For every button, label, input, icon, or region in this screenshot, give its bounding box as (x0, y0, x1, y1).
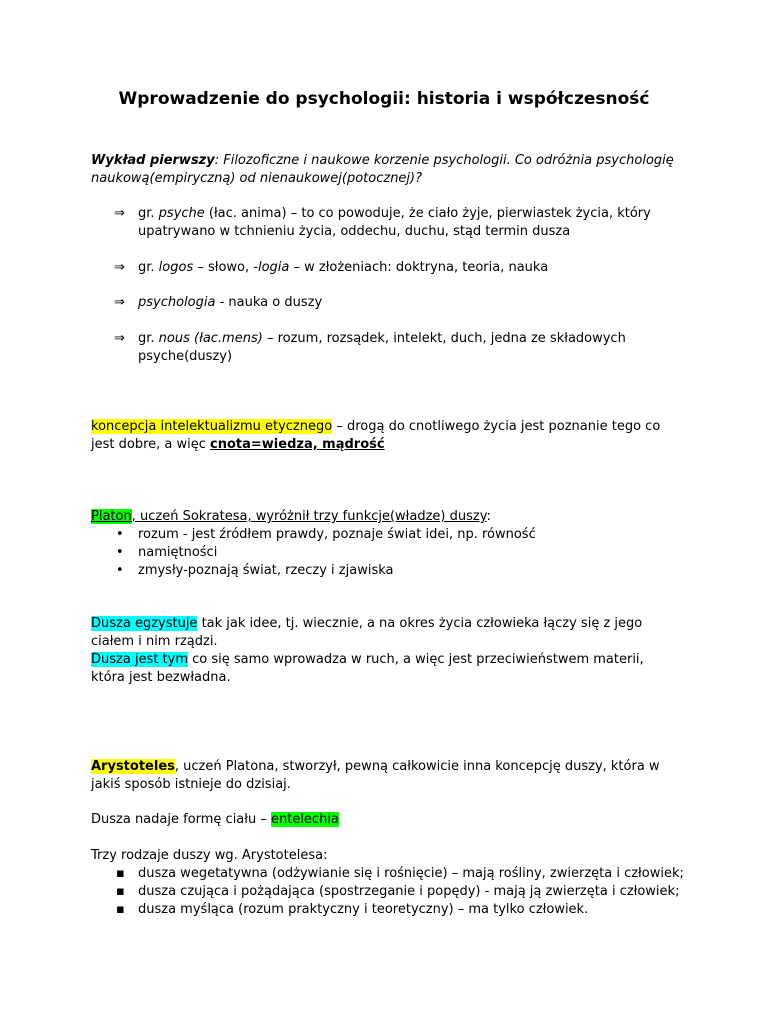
list-item: ▪ dusza wegetatywna (odżywianie się i rośnięcie) – mają rośliny, zwierzęta i człowiek; (116, 866, 684, 881)
list-item: ▪ dusza myśląca (rozum praktyczny i teoretyczny) – ma tylko człowiek. (116, 902, 589, 917)
lecture-intro (91, 152, 676, 188)
square-bullet-icon: ▪ (116, 866, 125, 881)
arrow-item-psyche (114, 205, 654, 241)
list-item: • zmysły-poznają świat, rzeczy i zjawiska (116, 563, 394, 578)
double-right-arrow-icon: ⇒ (114, 206, 125, 221)
plato-paragraph: Platon, uczeń Sokratesa, wyróżnił trzy funkcje(władze) duszy: (91, 509, 491, 524)
highlight-term: Arystoteles (91, 759, 175, 774)
arrow-item-text: gr. psyche (łac. anima) – to co powoduje, że ciało żyje, pierwiastek życia, który upatrywano w tchnieniu życia, oddechu, duchu, stąd termin dusza (138, 206, 651, 239)
arrow-item-text: psychologia - nauka o duszy (138, 295, 323, 310)
square-bullet-icon: ▪ (116, 884, 125, 899)
highlight-term: Platon (91, 509, 132, 524)
soul-types-heading: Trzy rodzaje duszy wg. Arystotelesa: (91, 848, 328, 863)
arrow-item-psychologia (114, 294, 654, 312)
soul-exists-paragraph: Dusza egzystuje tak jak idee, tj. wiecznie, a na okres życia człowieka łączy się z jego ciałem i nim rządzi. (91, 616, 643, 649)
plato-functions-list (114, 526, 684, 580)
round-bullet-icon: • (116, 563, 124, 578)
lecture-label: Wykład pierwszy (91, 153, 215, 168)
emphasis-term: cnota=wiedza, mądrość (210, 437, 385, 452)
highlight-term: Dusza egzystuje (91, 616, 198, 631)
list-item: • rozum - jest źródłem prawdy, poznaje świat idei, np. równość (116, 527, 536, 542)
double-right-arrow-icon: ⇒ (114, 331, 125, 346)
double-right-arrow-icon: ⇒ (114, 295, 125, 310)
highlight-term: koncepcja intelektualizmu etycznego (91, 419, 333, 434)
lecture-text: : Filozoficzne i naukowe korzenie psychologii. Co odróżnia psychologię naukową(empiryczną) od nienaukowej(potocznej)? (91, 153, 674, 186)
soul-types-list (114, 865, 684, 919)
aristotle-paragraph: Arystoteles, uczeń Platona, stworzył, pewną całkowicie inna koncepcję duszy, która w jakiś sposób istnieje do dzisiaj. (91, 759, 660, 792)
highlight-term: entelechia (270, 812, 339, 827)
square-bullet-icon: ▪ (116, 902, 125, 917)
soul-moves-paragraph: Dusza jest tym co się samo wprowadza w ruch, a więc jest przeciwieństwem materii, która jest bezwładna. (91, 652, 644, 685)
arrow-item-text: gr. logos – słowo, -logia – w złożeniach: doktryna, teoria, nauka (138, 260, 549, 275)
double-right-arrow-icon: ⇒ (114, 260, 125, 275)
arrow-item-logos (114, 259, 654, 277)
intellectualism-paragraph: koncepcja intelektualizmu etycznego – drogą do cnotliwego życia jest poznanie tego co jest dobre, a więc cnota=wiedza, mądrość (91, 419, 661, 452)
arrow-item-nous (114, 330, 654, 366)
entelechy-paragraph: Dusza nadaje formę ciału – entelechia (91, 812, 339, 827)
document-title: Wprowadzenie do psychologii: historia i współczesność (118, 89, 650, 109)
arrow-item-text: gr. nous (łac.mens) – rozum, rozsądek, intelekt, duch, jedna ze składowych psyche(duszy) (138, 331, 626, 364)
round-bullet-icon: • (116, 545, 124, 560)
list-item: ▪ dusza czująca i pożądająca (spostrzeganie i popędy) - mają ją zwierzęta i człowiek; (116, 884, 680, 899)
round-bullet-icon: • (116, 527, 124, 542)
list-item: • namiętności (116, 545, 218, 560)
highlight-term: Dusza jest tym (91, 652, 189, 667)
